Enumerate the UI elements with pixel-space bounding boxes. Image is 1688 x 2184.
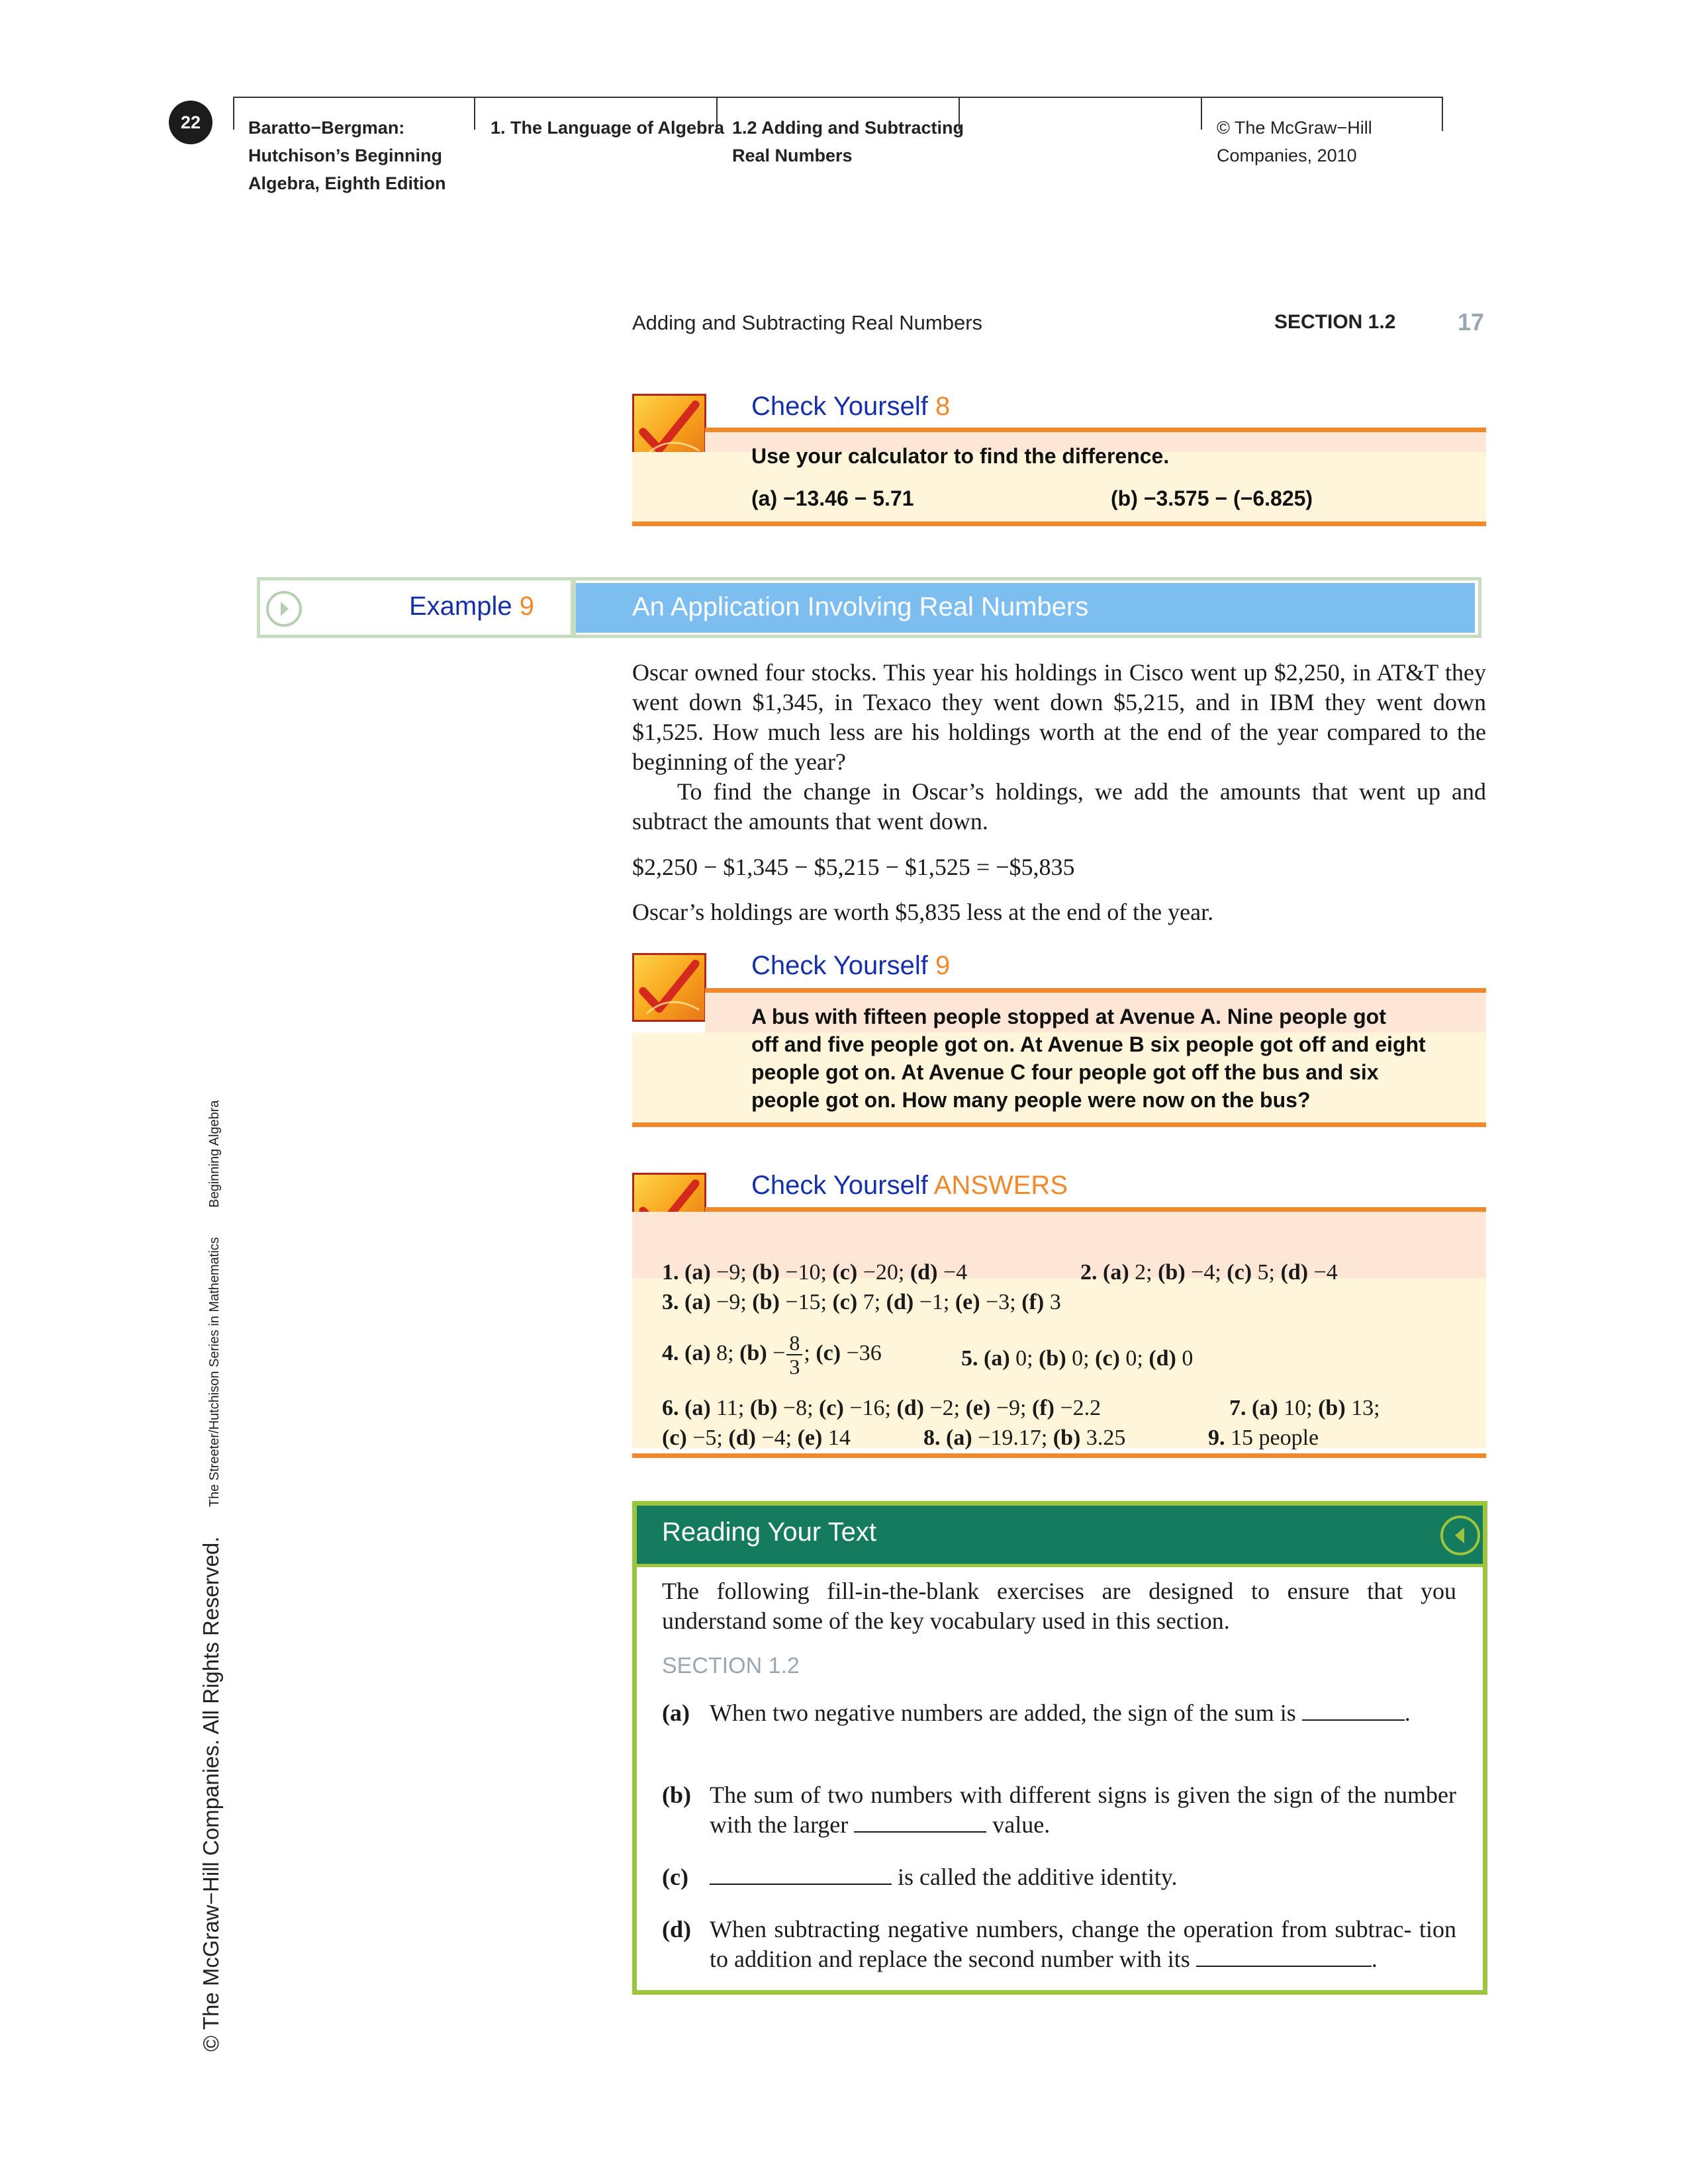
header-chapter: 1. The Language of Algebra xyxy=(491,118,725,138)
example-explanation: To find the change in Oscar’s holdings, we add the amounts that went up and subtract the amounts that went down. xyxy=(632,778,1486,835)
sidebar-copyright: © The McGraw−Hill Companies. All Rights Reserved. The Streeter/Hutchison Series in Mathematics Beginning Algebra xyxy=(199,1100,223,2052)
fraction: $\frac{8}{3}$ xyxy=(786,1332,802,1378)
check-yourself-8-title: Check Yourself 8 xyxy=(751,392,951,421)
question-d: (d) When subtracting negative numbers, change the operation from subtrac- tion to addition and replace the second number with its . xyxy=(662,1916,1456,1972)
check-yourself-9-title: Check Yourself 9 xyxy=(751,951,951,980)
answer-row-8: 8. (a) −19.17; (b) 3.25 xyxy=(923,1426,1126,1450)
example-title: An Application Involving Real Numbers xyxy=(632,592,1089,621)
reading-your-text-separator xyxy=(637,1564,1483,1567)
answer-blank[interactable] xyxy=(854,1811,986,1833)
header-divider xyxy=(233,98,234,130)
orange-rule xyxy=(632,1122,1486,1127)
header-divider xyxy=(474,98,475,130)
arrow-left-icon xyxy=(1440,1516,1480,1555)
check-yourself-answers-title: Check Yourself ANSWERS xyxy=(751,1171,1068,1200)
orange-rule xyxy=(705,988,1486,993)
reading-your-text-section: SECTION 1.2 xyxy=(662,1653,800,1678)
check-yourself-8-part-a: (a) −13.46 − 5.71 xyxy=(751,486,914,510)
header-copyright: © The McGraw−Hill Companies, 2010 xyxy=(1217,118,1372,165)
reading-your-text-intro: The following fill-in-the-blank exercises are designed to ensure that you understand some of the key vocabulary used in this section. xyxy=(662,1578,1456,1634)
orange-rule xyxy=(705,428,1486,432)
question-b: (b) The sum of two numbers with different signs is given the sign of the number with the larger value. xyxy=(662,1782,1456,1838)
running-head-page-number: 17 xyxy=(1458,308,1485,336)
question-c: (c) is called the additive identity. xyxy=(662,1864,1178,1890)
example-label: Example 9 xyxy=(409,592,534,621)
answer-row-9: 9. 15 people xyxy=(1208,1426,1319,1450)
running-head-title: Adding and Subtracting Real Numbers xyxy=(632,311,983,334)
header-top-rule xyxy=(233,97,1443,98)
orange-rule xyxy=(632,522,1486,526)
orange-rule xyxy=(632,1453,1486,1458)
check-yourself-8-part-b: (b) −3.575 − (−6.825) xyxy=(1111,486,1313,510)
answer-row-7-cont: (c) −5; (d) −4; (e) 14 xyxy=(662,1426,851,1450)
arrow-right-icon xyxy=(266,591,302,627)
answer-row-4: 4. (a) 8; (b) − $\frac{8}{3}$ ; (c) −36 xyxy=(662,1331,882,1379)
header-divider xyxy=(1442,97,1443,131)
example-problem: Oscar owned four stocks. This year his holdings in Cisco went up $2,250, in AT&T they went down $1,345, in Texaco they went down $5,215, and in IBM they went down $1,525. How much less are his holdings worth at the end of the year compared to the beginning of the year? xyxy=(632,659,1486,775)
example-body xyxy=(632,658,1486,837)
checkmark-icon xyxy=(632,953,706,1022)
example-equation: $2,250 − $1,345 − $5,215 − $1,525 = −$5,835 xyxy=(632,854,1075,880)
question-a: (a) When two negative numbers are added, the sign of the sum is . xyxy=(662,1700,1411,1726)
answer-blank[interactable] xyxy=(710,1864,892,1885)
example-divider xyxy=(571,577,576,638)
header-section: 1.2 Adding and Subtracting Real Numbers xyxy=(732,118,964,165)
running-head-section: SECTION 1.2 xyxy=(1274,311,1396,333)
answer-row-1: 1. (a) −9; (b) −10; (c) −20; (d) −4 xyxy=(662,1260,968,1285)
answer-row-3: 3. (a) −9; (b) −15; (c) 7; (d) −1; (e) −3; (f) 3 xyxy=(662,1290,1061,1314)
answer-blank[interactable] xyxy=(1196,1946,1372,1967)
page-number-badge: 22 xyxy=(169,101,212,144)
answer-row-2: 2. (a) 2; (b) −4; (c) 5; (d) −4 xyxy=(1080,1260,1338,1285)
answer-row-6: 6. (a) 11; (b) −8; (c) −16; (d) −2; (e) −9; (f) −2.2 xyxy=(662,1396,1102,1420)
check-yourself-8-instruction: Use your calculator to find the difference. xyxy=(751,444,1170,468)
check-yourself-9-problem: A bus with fifteen people stopped at Avenue A. Nine people got off and five people got on. At Avenue B six people got off and eight people got on. At Avenue C four people got off the bus and six people got on. How many people were now on the bus? xyxy=(751,1005,1426,1112)
answer-blank[interactable] xyxy=(1302,1700,1405,1721)
answer-row-5: 5. (a) 0; (b) 0; (c) 0; (d) 0 xyxy=(961,1346,1194,1371)
example-conclusion: Oscar’s holdings are worth $5,835 less at the end of the year. xyxy=(632,899,1214,925)
orange-rule xyxy=(705,1207,1486,1212)
header-divider xyxy=(1201,98,1202,130)
reading-your-text-title: Reading Your Text xyxy=(662,1518,876,1547)
answer-row-7: 7. (a) 10; (b) 13; xyxy=(1229,1396,1380,1420)
header-book-info: Baratto−Bergman: Hutchison’s Beginning Algebra, Eighth Edition xyxy=(248,118,446,193)
